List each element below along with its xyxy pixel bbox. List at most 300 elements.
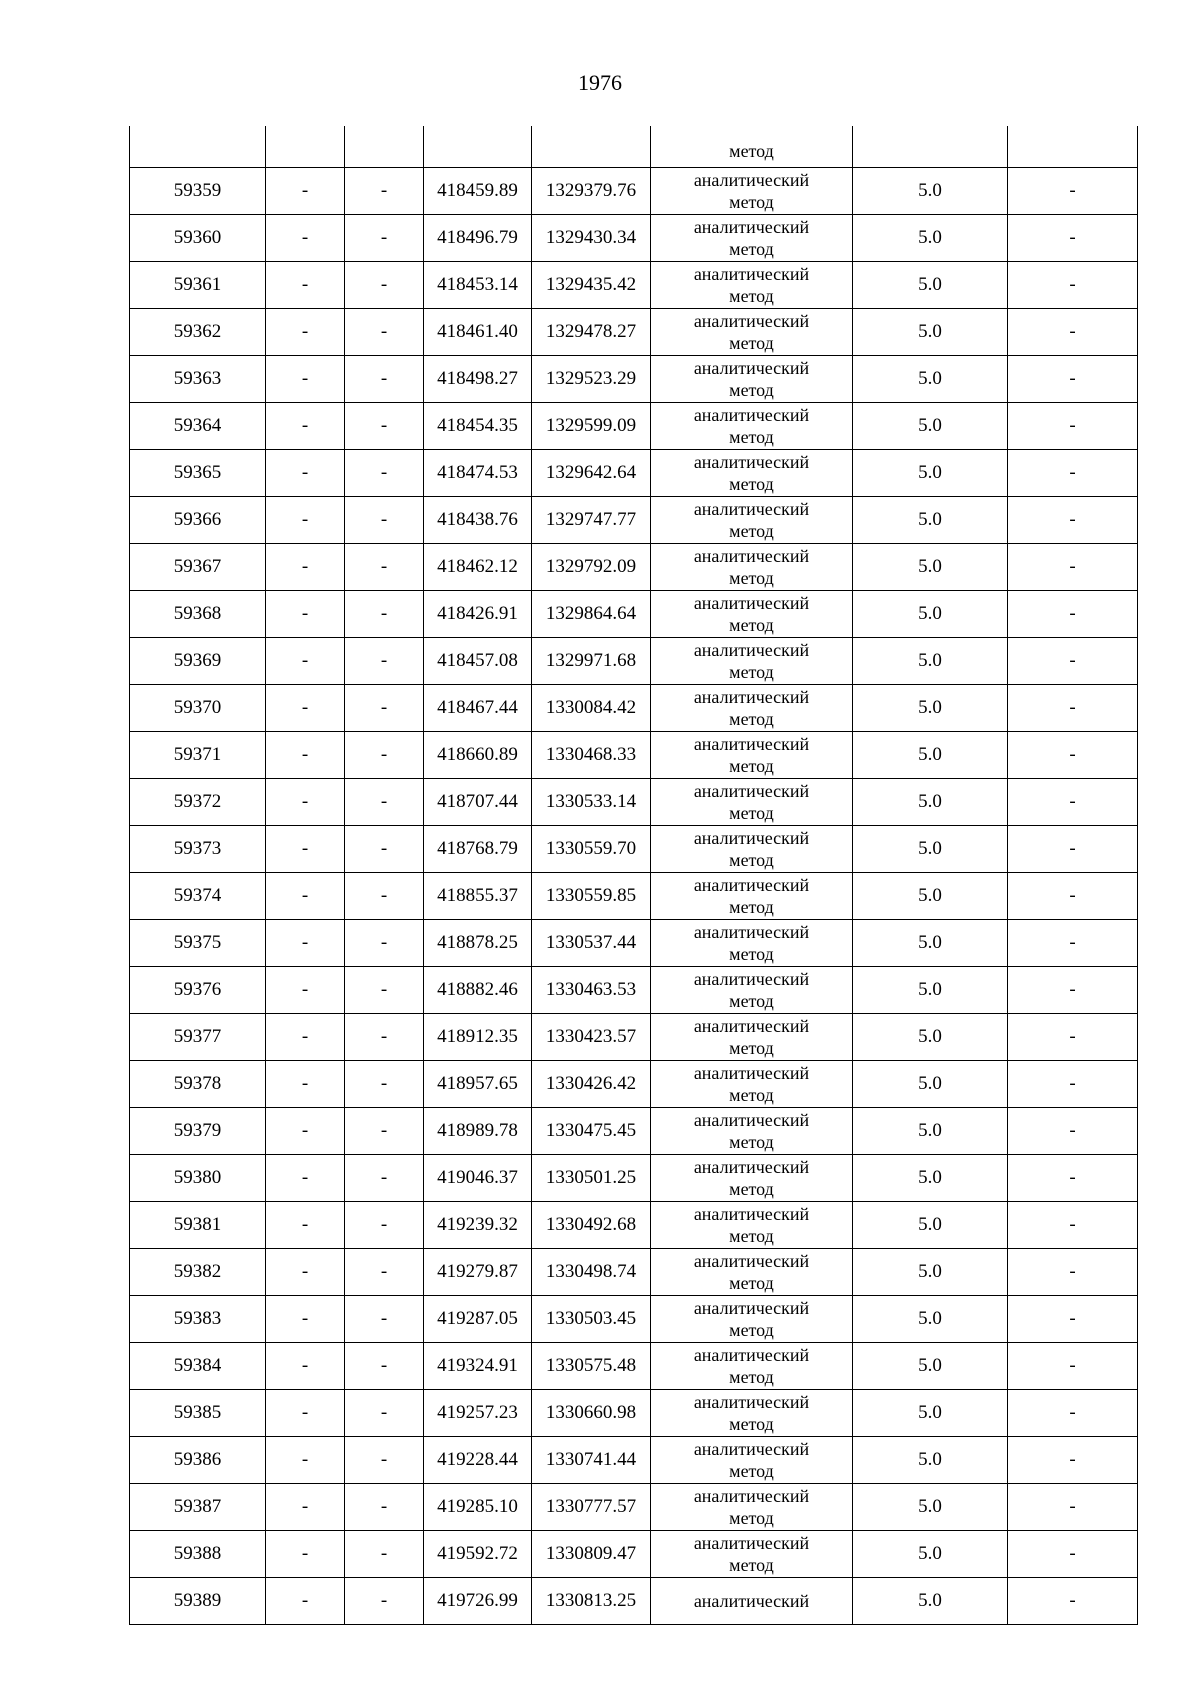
method-cell: [651, 1296, 853, 1343]
y-coordinate-cell: 1330660.98: [532, 1390, 651, 1437]
method-cell: [651, 544, 853, 591]
table-cell: -: [266, 1296, 345, 1343]
accuracy-cell: 5.0: [853, 638, 1008, 685]
table-row: [130, 591, 1138, 638]
method-cell: [651, 967, 853, 1014]
table-cell: [266, 126, 345, 168]
method-line-1: аналитический: [693, 217, 810, 237]
table-row: [130, 1249, 1138, 1296]
accuracy-cell: 5.0: [853, 403, 1008, 450]
table-cell: -: [1008, 967, 1138, 1014]
method-line-1: аналитический: [693, 1392, 810, 1412]
point-id-cell: 59378: [130, 1061, 266, 1108]
x-coordinate-cell: 418467.44: [424, 685, 532, 732]
y-coordinate-cell: 1330426.42: [532, 1061, 651, 1108]
x-coordinate-cell: 419239.32: [424, 1202, 532, 1249]
table-cell: -: [1008, 591, 1138, 638]
method-line-2: метод: [729, 615, 774, 635]
point-id-cell: 59389: [130, 1578, 266, 1625]
table-cell: -: [345, 1296, 424, 1343]
x-coordinate-cell: 418426.91: [424, 591, 532, 638]
table-row: [130, 262, 1138, 309]
table-cell: -: [1008, 215, 1138, 262]
method-line-2: метод: [729, 1179, 774, 1199]
x-coordinate-cell: 419285.10: [424, 1484, 532, 1531]
accuracy-cell: 5.0: [853, 1437, 1008, 1484]
y-coordinate-cell: 1329435.42: [532, 262, 651, 309]
table-cell: -: [266, 591, 345, 638]
x-coordinate-cell: 418438.76: [424, 497, 532, 544]
y-coordinate-cell: 1330084.42: [532, 685, 651, 732]
table-cell: -: [266, 1578, 345, 1625]
x-coordinate-cell: 419287.05: [424, 1296, 532, 1343]
method-line-1: аналитический: [693, 405, 810, 425]
x-coordinate-cell: 418453.14: [424, 262, 532, 309]
table-cell: -: [1008, 1484, 1138, 1531]
method-cell: [651, 1343, 853, 1390]
point-id-cell: 59369: [130, 638, 266, 685]
point-id-cell: 59375: [130, 920, 266, 967]
point-id-cell: 59372: [130, 779, 266, 826]
accuracy-cell: 5.0: [853, 356, 1008, 403]
table-row: [130, 779, 1138, 826]
method-cell: [651, 309, 853, 356]
table-row: [130, 920, 1138, 967]
x-coordinate-cell: 418660.89: [424, 732, 532, 779]
method-cell: [651, 826, 853, 873]
table-row: [130, 356, 1138, 403]
accuracy-cell: 5.0: [853, 1390, 1008, 1437]
method-line-2: метод: [729, 756, 774, 776]
method-line-2: метод: [729, 991, 774, 1011]
table-cell: -: [345, 1343, 424, 1390]
method-line-1: аналитический: [693, 1591, 810, 1611]
table-row: [130, 1202, 1138, 1249]
accuracy-cell: 5.0: [853, 1202, 1008, 1249]
table-row: [130, 685, 1138, 732]
table-row: [130, 1343, 1138, 1390]
table-cell: -: [266, 1531, 345, 1578]
table-cell: -: [266, 450, 345, 497]
table-cell: -: [266, 1014, 345, 1061]
page-number: 1976: [578, 70, 622, 95]
accuracy-cell: 5.0: [853, 1108, 1008, 1155]
method-line-1: аналитический: [693, 1157, 810, 1177]
method-line-2: метод: [729, 427, 774, 447]
table-row: [130, 215, 1138, 262]
method-line-1: аналитический: [693, 170, 810, 190]
table-cell: -: [1008, 1578, 1138, 1625]
y-coordinate-cell: 1329864.64: [532, 591, 651, 638]
table-cell: -: [345, 544, 424, 591]
table-cell: -: [1008, 1108, 1138, 1155]
table-cell: -: [1008, 1296, 1138, 1343]
method-cell: [651, 1155, 853, 1202]
table-cell: -: [345, 685, 424, 732]
table-cell: -: [266, 873, 345, 920]
x-coordinate-cell: 418768.79: [424, 826, 532, 873]
point-id-cell: 59381: [130, 1202, 266, 1249]
table-cell: -: [266, 1484, 345, 1531]
table-cell: -: [1008, 1437, 1138, 1484]
table-row: [130, 873, 1138, 920]
table-cell: -: [345, 1531, 424, 1578]
accuracy-cell: 5.0: [853, 873, 1008, 920]
method-cell: [651, 403, 853, 450]
table-cell: -: [345, 403, 424, 450]
method-line-1: аналитический: [693, 358, 810, 378]
method-line-1: аналитический: [693, 499, 810, 519]
table-row: [130, 732, 1138, 779]
table-cell: -: [266, 1437, 345, 1484]
table-cell: -: [266, 262, 345, 309]
table-cell: -: [345, 1061, 424, 1108]
method-line-2: метод: [729, 239, 774, 259]
table-cell: -: [266, 779, 345, 826]
point-id-cell: 59359: [130, 168, 266, 215]
table-cell: -: [1008, 1249, 1138, 1296]
point-id-cell: 59374: [130, 873, 266, 920]
method-line-1: аналитический: [693, 1204, 810, 1224]
table-row: [130, 1061, 1138, 1108]
point-id-cell: 59366: [130, 497, 266, 544]
accuracy-cell: 5.0: [853, 591, 1008, 638]
point-id-cell: 59379: [130, 1108, 266, 1155]
table-row: [130, 638, 1138, 685]
table-cell: -: [1008, 873, 1138, 920]
y-coordinate-cell: 1329430.34: [532, 215, 651, 262]
y-coordinate-cell: 1330537.44: [532, 920, 651, 967]
accuracy-cell: 5.0: [853, 779, 1008, 826]
method-line-1: аналитический: [693, 875, 810, 895]
y-coordinate-cell: 1329971.68: [532, 638, 651, 685]
table-row: [130, 1108, 1138, 1155]
table-cell: -: [266, 732, 345, 779]
method-line-2: метод: [729, 662, 774, 682]
method-line-2: метод: [729, 1461, 774, 1481]
y-coordinate-cell: 1329792.09: [532, 544, 651, 591]
method-line-2: метод: [729, 286, 774, 306]
table-cell: -: [266, 638, 345, 685]
table-cell: -: [345, 1484, 424, 1531]
method-line-2: метод: [729, 709, 774, 729]
table-cell: -: [1008, 732, 1138, 779]
table-cell: -: [345, 168, 424, 215]
point-id-cell: 59362: [130, 309, 266, 356]
method-line-2: метод: [729, 1320, 774, 1340]
y-coordinate-cell: 1330559.70: [532, 826, 651, 873]
point-id-cell: 59363: [130, 356, 266, 403]
accuracy-cell: 5.0: [853, 497, 1008, 544]
table-cell: -: [345, 1249, 424, 1296]
table-cell: -: [266, 1155, 345, 1202]
table-cell: -: [266, 826, 345, 873]
table-cell: -: [345, 779, 424, 826]
table-row: [130, 1531, 1138, 1578]
method-cell: [651, 591, 853, 638]
method-line-1: аналитический: [693, 1439, 810, 1459]
table-cell: -: [266, 497, 345, 544]
table-cell: -: [266, 1061, 345, 1108]
table-cell: -: [1008, 450, 1138, 497]
method-line-2: метод: [729, 333, 774, 353]
method-line-1: аналитический: [693, 1063, 810, 1083]
table-cell: -: [266, 920, 345, 967]
table-cell: -: [1008, 779, 1138, 826]
table-cell: -: [1008, 356, 1138, 403]
y-coordinate-cell: 1330498.74: [532, 1249, 651, 1296]
table-cell: -: [1008, 1155, 1138, 1202]
table-cell: -: [1008, 309, 1138, 356]
accuracy-cell: 5.0: [853, 450, 1008, 497]
table-row: [130, 450, 1138, 497]
table-cell: -: [266, 1108, 345, 1155]
accuracy-cell: 5.0: [853, 168, 1008, 215]
point-id-cell: 59370: [130, 685, 266, 732]
point-id-cell: 59367: [130, 544, 266, 591]
method-cell: [651, 638, 853, 685]
table-cell: -: [266, 967, 345, 1014]
x-coordinate-cell: 418496.79: [424, 215, 532, 262]
point-id-cell: 59377: [130, 1014, 266, 1061]
method-cell: [651, 450, 853, 497]
table-cell: -: [1008, 920, 1138, 967]
table-cell: -: [345, 1014, 424, 1061]
method-cell: [651, 1437, 853, 1484]
table-row: [130, 1155, 1138, 1202]
x-coordinate-cell: 419257.23: [424, 1390, 532, 1437]
table-cell: -: [345, 309, 424, 356]
accuracy-cell: 5.0: [853, 1296, 1008, 1343]
table-row: [130, 168, 1138, 215]
method-cell: [651, 920, 853, 967]
point-id-cell: 59373: [130, 826, 266, 873]
method-cell: [651, 262, 853, 309]
table-cell: -: [345, 1437, 424, 1484]
method-cell: [651, 1578, 853, 1625]
table-cell: -: [345, 638, 424, 685]
table-row: [130, 544, 1138, 591]
table-cell: -: [345, 356, 424, 403]
table-cell: -: [345, 262, 424, 309]
table-cell: -: [1008, 168, 1138, 215]
x-coordinate-cell: 419592.72: [424, 1531, 532, 1578]
table-cell: -: [345, 920, 424, 967]
method-line-2: метод: [729, 474, 774, 494]
method-line-2: метод: [729, 803, 774, 823]
table-cell: -: [345, 450, 424, 497]
table-row: [130, 1437, 1138, 1484]
point-id-cell: 59386: [130, 1437, 266, 1484]
table-cell: -: [266, 168, 345, 215]
table-cell: -: [266, 356, 345, 403]
point-id-cell: 59376: [130, 967, 266, 1014]
y-coordinate-cell: 1330777.57: [532, 1484, 651, 1531]
point-id-cell: 59385: [130, 1390, 266, 1437]
x-coordinate-cell: 418462.12: [424, 544, 532, 591]
table-cell: [424, 126, 532, 168]
x-coordinate-cell: 418878.25: [424, 920, 532, 967]
y-coordinate-cell: 1329478.27: [532, 309, 651, 356]
table-cell: -: [266, 1343, 345, 1390]
method-cell: [651, 215, 853, 262]
accuracy-cell: 5.0: [853, 309, 1008, 356]
point-id-cell: 59384: [130, 1343, 266, 1390]
accuracy-cell: 5.0: [853, 1343, 1008, 1390]
table-cell: -: [345, 1155, 424, 1202]
method-line-1: аналитический: [693, 734, 810, 754]
accuracy-cell: 5.0: [853, 920, 1008, 967]
x-coordinate-cell: 418498.27: [424, 356, 532, 403]
table-cell: -: [1008, 826, 1138, 873]
method-line-1: аналитический: [693, 640, 810, 660]
table-cell: [1008, 126, 1138, 168]
table-cell: -: [266, 685, 345, 732]
x-coordinate-cell: 418989.78: [424, 1108, 532, 1155]
accuracy-cell: 5.0: [853, 262, 1008, 309]
method-line-2: метод: [729, 850, 774, 870]
x-coordinate-cell: 418855.37: [424, 873, 532, 920]
method-line-1: аналитический: [693, 828, 810, 848]
method-line-1: аналитический: [693, 969, 810, 989]
method-cell: [651, 1014, 853, 1061]
table-row-continuation: [130, 126, 1138, 168]
x-coordinate-cell: 418882.46: [424, 967, 532, 1014]
method-line-1: аналитический: [693, 264, 810, 284]
method-line-1: аналитический: [693, 781, 810, 801]
method-cell: [651, 168, 853, 215]
method-cell: метод: [651, 126, 853, 168]
accuracy-cell: 5.0: [853, 1249, 1008, 1296]
y-coordinate-cell: 1329642.64: [532, 450, 651, 497]
method-line-2: метод: [729, 1226, 774, 1246]
x-coordinate-cell: 418957.65: [424, 1061, 532, 1108]
method-line-2: метод: [729, 1085, 774, 1105]
method-line-2: метод: [729, 1508, 774, 1528]
y-coordinate-cell: 1329523.29: [532, 356, 651, 403]
accuracy-cell: 5.0: [853, 826, 1008, 873]
y-coordinate-cell: 1329379.76: [532, 168, 651, 215]
point-id-cell: 59360: [130, 215, 266, 262]
x-coordinate-cell: 418461.40: [424, 309, 532, 356]
table-cell: -: [1008, 544, 1138, 591]
y-coordinate-cell: 1330463.53: [532, 967, 651, 1014]
method-cell: [651, 1484, 853, 1531]
point-id-cell: 59382: [130, 1249, 266, 1296]
table-cell: -: [345, 1108, 424, 1155]
table-cell: -: [345, 1578, 424, 1625]
table-row: [130, 309, 1138, 356]
table-cell: -: [266, 215, 345, 262]
method-cell: [651, 779, 853, 826]
method-line-1: аналитический: [693, 1345, 810, 1365]
table-cell: [345, 126, 424, 168]
table-cell: -: [1008, 1343, 1138, 1390]
accuracy-cell: 5.0: [853, 1484, 1008, 1531]
point-id-cell: 59380: [130, 1155, 266, 1202]
point-id-cell: 59364: [130, 403, 266, 450]
method-cell: [651, 1202, 853, 1249]
method-line-2: метод: [729, 1414, 774, 1434]
table-cell: -: [1008, 497, 1138, 544]
table-cell: -: [1008, 403, 1138, 450]
table-row: [130, 1014, 1138, 1061]
table-cell: -: [345, 591, 424, 638]
method-line-2: метод: [729, 1367, 774, 1387]
method-line-2: метод: [729, 944, 774, 964]
method-line-2: метод: [729, 1038, 774, 1058]
y-coordinate-cell: 1330575.48: [532, 1343, 651, 1390]
method-line-1: аналитический: [693, 687, 810, 707]
method-cell: [651, 1108, 853, 1155]
method-cell: [651, 1061, 853, 1108]
table-row: [130, 967, 1138, 1014]
table-cell: -: [345, 215, 424, 262]
point-id-cell: 59368: [130, 591, 266, 638]
x-coordinate-cell: 419726.99: [424, 1578, 532, 1625]
x-coordinate-cell: 418912.35: [424, 1014, 532, 1061]
table-cell: -: [1008, 1390, 1138, 1437]
table-cell: -: [1008, 685, 1138, 732]
table-cell: -: [345, 873, 424, 920]
table-cell: -: [1008, 638, 1138, 685]
table-body: [130, 126, 1138, 1625]
method-cell: [651, 497, 853, 544]
method-cell: [651, 732, 853, 779]
point-id-cell: 59387: [130, 1484, 266, 1531]
y-coordinate-cell: 1329747.77: [532, 497, 651, 544]
y-coordinate-cell: 1330503.45: [532, 1296, 651, 1343]
table-cell: [532, 126, 651, 168]
x-coordinate-cell: 419228.44: [424, 1437, 532, 1484]
accuracy-cell: 5.0: [853, 685, 1008, 732]
accuracy-cell: 5.0: [853, 732, 1008, 779]
coordinates-table: [129, 126, 1138, 1625]
method-line-1: аналитический: [693, 1016, 810, 1036]
accuracy-cell: 5.0: [853, 215, 1008, 262]
table-cell: -: [345, 732, 424, 779]
table-cell: -: [266, 309, 345, 356]
table-cell: -: [345, 967, 424, 1014]
accuracy-cell: 5.0: [853, 967, 1008, 1014]
table-cell: -: [266, 1390, 345, 1437]
method-line-2: метод: [729, 192, 774, 212]
x-coordinate-cell: 418457.08: [424, 638, 532, 685]
y-coordinate-cell: 1330533.14: [532, 779, 651, 826]
method-cell: [651, 1390, 853, 1437]
x-coordinate-cell: 419279.87: [424, 1249, 532, 1296]
method-line-1: аналитический: [693, 1533, 810, 1553]
x-coordinate-cell: 418474.53: [424, 450, 532, 497]
y-coordinate-cell: 1330468.33: [532, 732, 651, 779]
x-coordinate-cell: 418459.89: [424, 168, 532, 215]
y-coordinate-cell: 1330809.47: [532, 1531, 651, 1578]
method-line-1: аналитический: [693, 1486, 810, 1506]
table-row: [130, 1390, 1138, 1437]
accuracy-cell: 5.0: [853, 1014, 1008, 1061]
y-coordinate-cell: 1330813.25: [532, 1578, 651, 1625]
y-coordinate-cell: 1330559.85: [532, 873, 651, 920]
table-cell: -: [345, 1202, 424, 1249]
table-cell: [130, 126, 266, 168]
table-cell: -: [266, 403, 345, 450]
method-cell: [651, 356, 853, 403]
method-line-1: аналитический: [693, 1251, 810, 1271]
accuracy-cell: 5.0: [853, 1061, 1008, 1108]
method-line-1: аналитический: [693, 922, 810, 942]
table-cell: -: [266, 1202, 345, 1249]
method-line-1: аналитический: [693, 1298, 810, 1318]
